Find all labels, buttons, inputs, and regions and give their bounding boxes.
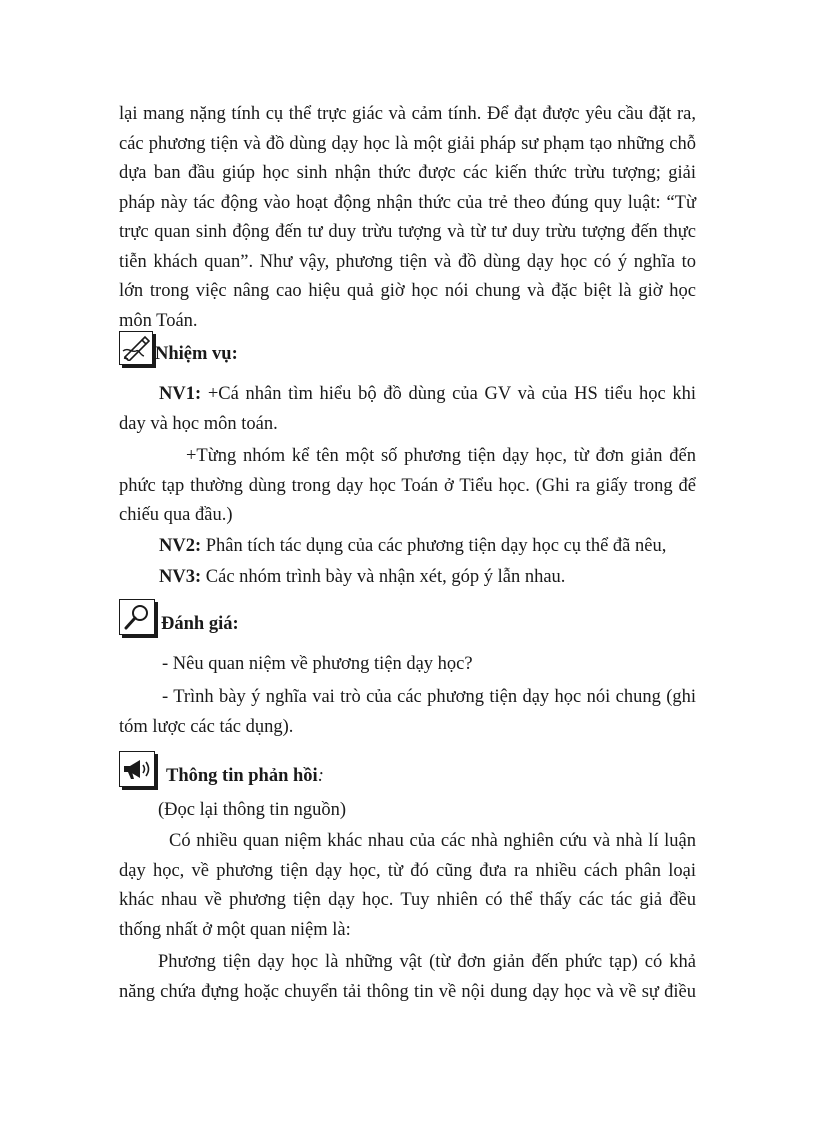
nhiem-vu-heading (119, 331, 238, 365)
danh-gia-item-2 (119, 683, 696, 742)
pencil-hand-icon (119, 331, 153, 365)
intro-paragraph (119, 100, 696, 336)
nv1-text: +Cá nhân tìm hiểu bộ đồ dùng của GV và của HS tiểu học khi (201, 384, 696, 404)
nv2-line (119, 532, 696, 562)
nv3-paragraph (119, 563, 696, 593)
nv1b-line: +Từng nhóm kể tên một số phương tiện dạy học, từ đơn giản đến (186, 446, 696, 466)
p2-line: Phương tiện dạy học là những vật (từ đơn giản đến phức tạp) có khả (158, 952, 696, 972)
nv1-paragraph (119, 380, 696, 439)
intro-line: môn Toán. (119, 310, 198, 331)
thong-tin-title (166, 765, 324, 787)
p1-line: thống nhất ở một quan niệm là: (119, 919, 351, 940)
intro-line: lại mang nặng tính cụ thể trực giác và cảm tính. Để đạt được yêu cầu đặt ra, (119, 104, 696, 124)
nv1b-paragraph (119, 442, 696, 531)
danh-gia-line: - Trình bày ý nghĩa vai trò của các phương tiện dạy học nói chung (ghi (162, 687, 696, 707)
danh-gia-line: tóm lược các tác dụng). (119, 716, 294, 737)
danh-gia-title: Đánh giá: (161, 614, 239, 634)
thong-tin-note (119, 796, 696, 826)
nv1-label: NV1: (159, 384, 202, 404)
danh-gia-item-1 (119, 650, 696, 680)
nv3-line (119, 563, 696, 593)
thong-tin-paragraph-2 (119, 948, 696, 1007)
intro-line: lớn trong việc nâng cao hiệu quả giờ học nói chung và đặc biệt là giờ học (119, 281, 696, 301)
p2-line: năng chứa đựng hoặc chuyển tải thông tin về nội dung dạy học và về sự điều (119, 981, 696, 1002)
nv1b-line: chiếu qua đầu.) (119, 505, 233, 525)
nhiem-vu-title: Nhiệm vụ: (155, 344, 238, 364)
nv2-paragraph (119, 532, 696, 562)
nv1-line (119, 380, 696, 410)
p1-line: khác nhau về phương tiện dạy học. Tuy nhiên có thể thấy các tác giả đều (119, 890, 696, 910)
thong-tin-note-line: (Đọc lại thông tin nguồn) (158, 800, 347, 820)
nv2-text: Phân tích tác dụng của các phương tiện dạy học cụ thể đã nêu, (201, 536, 667, 556)
nv3-text: Các nhóm trình bày và nhận xét, góp ý lẫn nhau. (201, 567, 566, 587)
nv1b-line: phức tạp thường dùng trong dạy học Toán ở Tiểu học. (Ghi ra giấy trong để (119, 475, 696, 496)
thong-tin-title-text: Thông tin phản hồi (166, 766, 318, 786)
danh-gia-line: - Nêu quan niệm về phương tiện dạy học? (162, 654, 473, 674)
intro-line: trực quan sinh động đến tư duy trừu tượng và từ tư duy trừu tượng đến thực (119, 222, 696, 242)
p1-line: Có nhiều quan niệm khác nhau của các nhà nghiên cứu và nhà lí luận (169, 831, 696, 851)
intro-line: dựa ban đầu giúp học sinh nhận thức được các kiến thức trừu tượng; giải (119, 163, 696, 183)
nv2-label: NV2: (159, 536, 202, 556)
megaphone-icon (119, 751, 155, 787)
intro-line: pháp này tác động vào hoạt động nhận thức của trẻ theo đúng quy luật: “Từ (119, 192, 696, 213)
nv1-line: day và học môn toán. (119, 413, 278, 434)
danh-gia-heading (119, 599, 239, 635)
p1-line: dạy học, về phương tiện dạy học, từ đó cũng đưa ra nhiều cách phân loại (119, 860, 696, 881)
thong-tin-paragraph-1 (119, 827, 696, 945)
nv3-label: NV3: (159, 567, 202, 587)
magnifier-icon (119, 599, 155, 635)
intro-line: các phương tiện và đồ dùng dạy học là một giải pháp sư phạm tạo những chỗ (119, 133, 696, 154)
intro-line: tiễn khách quan”. Như vậy, phương tiện và đồ dùng dạy học có ý nghĩa to (119, 251, 696, 272)
thong-tin-title-colon: : (317, 766, 324, 786)
thong-tin-heading (119, 751, 324, 787)
